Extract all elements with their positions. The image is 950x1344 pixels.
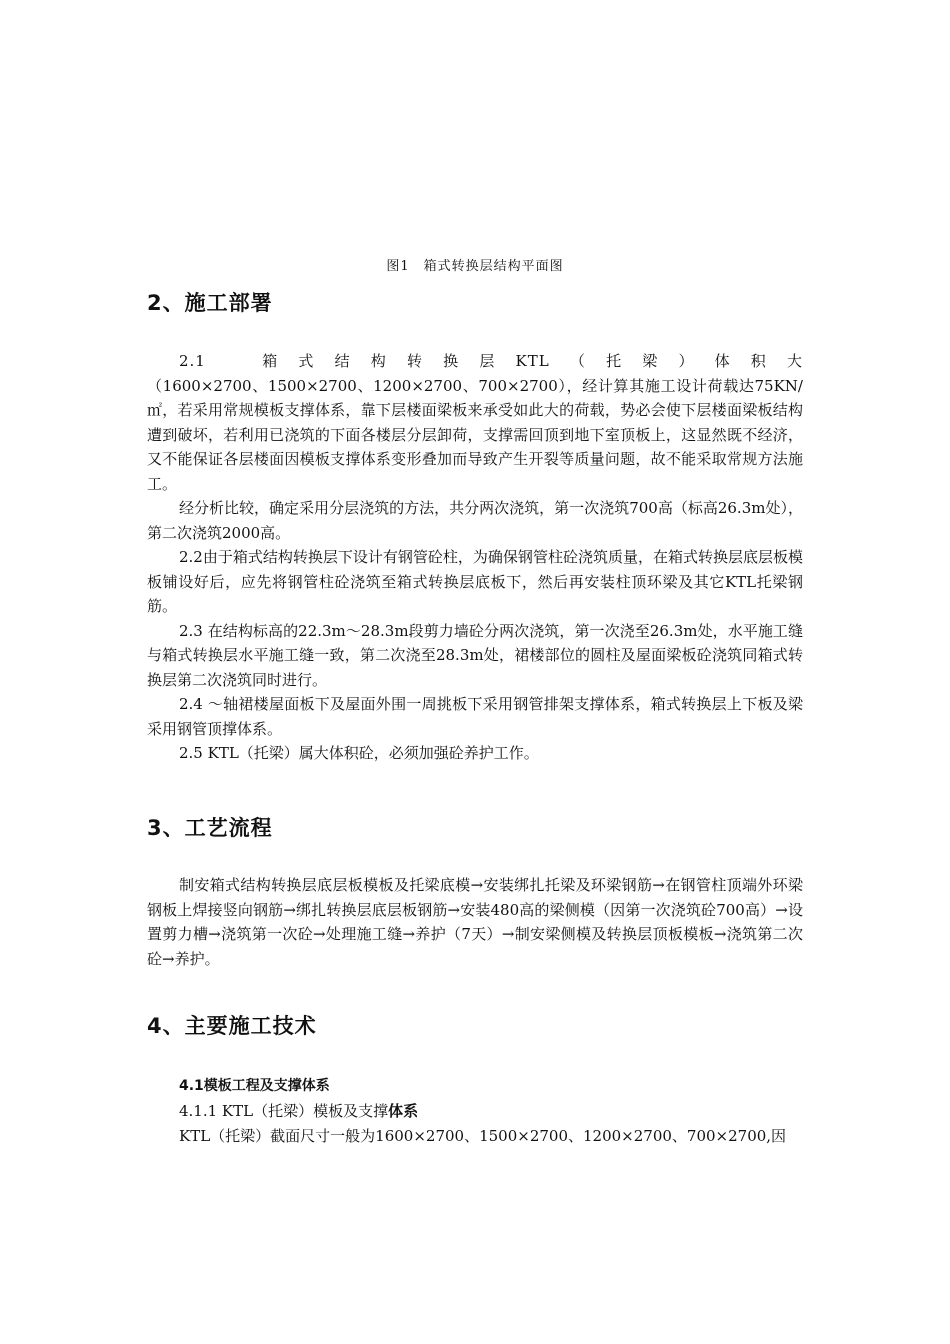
- figure-caption: 图1 箱式转换层结构平面图: [386, 259, 564, 274]
- section-3-body: [147, 873, 803, 971]
- subsection-4-1-1-prefix: 4.1.1 KTL（托梁）模板及支撑: [179, 1102, 389, 1120]
- paragraph-4-1-1: KTL（托梁）截面尺寸一般为1600×2700、1500×2700、1200×2700、700×2700,因: [179, 1127, 787, 1145]
- section-2-heading: 2、施工部署: [147, 291, 273, 315]
- section-2-body: [147, 349, 803, 766]
- subsection-4-1-1-bold: 体系: [388, 1102, 419, 1120]
- paragraph-2-1-first-line: 2.1 箱式结构转换层KTL（托梁）体积大: [179, 352, 803, 370]
- paragraph-2-2: 2.2由于箱式结构转换层下设计有钢管砼柱，为确保钢管柱砼浇筑质量，在箱式转换层底层板模板铺设好后，应先将钢管柱砼浇筑至箱式转换层底板下，然后再安装柱顶环梁及其它KTL托梁钢筋。: [147, 548, 803, 615]
- paragraph-2-3: 2.3 在结构标高的22.3m～28.3m段剪力墙砼分两次浇筑，第一次浇至26.3m处，水平施工缝与箱式转换层水平施工缝一致，第二次浇至28.3m处，裙楼部位的圆柱及屋面梁板砼浇筑同箱式转换层第二次浇筑同时进行。: [147, 621, 803, 689]
- paragraph-2-4: 2.4 ～轴裙楼屋面板下及屋面外围一周挑板下采用钢管排架支撑体系，箱式转换层上下板及梁采用钢管顶撑体系。: [147, 695, 803, 738]
- subsection-4-1-heading: 4.1模板工程及支撑体系: [179, 1078, 330, 1094]
- paragraph-2-5: 2.5 KTL（托梁）属大体积砼，必须加强砼养护工作。: [179, 744, 539, 762]
- subsection-4-1-1-heading: [179, 1100, 418, 1121]
- paragraph-2-1-rest: （1600×2700、1500×2700、1200×2700、700×2700），经计算其施工设计荷载达75KN/㎡，若采用常规模板支撑体系，靠下层楼面梁板来承受如此大的荷载，势必会使下层楼面梁板结构遭到破坏，若利用已浇筑的下面各楼层分层卸荷，支撑需回顶到地下室顶板上，这显然既不经济，又不能保证各层楼面因模板支撑体系变形叠加而导致产生开裂等质量问题，故不能采取常规方法施工。: [147, 376, 803, 493]
- process-flow-paragraph: 制安箱式结构转换层底层板模板及托梁底模→安装绑扎托梁及环梁钢筋→在钢管柱顶端外环梁钢板上焊接竖向钢筋→绑扎转换层底层板钢筋→安装480高的梁侧模（因第一次浇筑砼700高）→设置剪力槽→浇筑第一次砼→处理施工缝→养护（7天）→制安梁侧模及转换层顶板模板→浇筑第二次砼→养护。: [147, 876, 803, 968]
- section-3-heading: 3、工艺流程: [147, 816, 273, 840]
- section-4-heading: 4、主要施工技术: [147, 1014, 317, 1038]
- paragraph-2-1-analysis: 经分析比较，确定采用分层浇筑的方法，共分两次浇筑，第一次浇筑700高（标高26.3m处），第二次浇筑2000高。: [147, 499, 803, 542]
